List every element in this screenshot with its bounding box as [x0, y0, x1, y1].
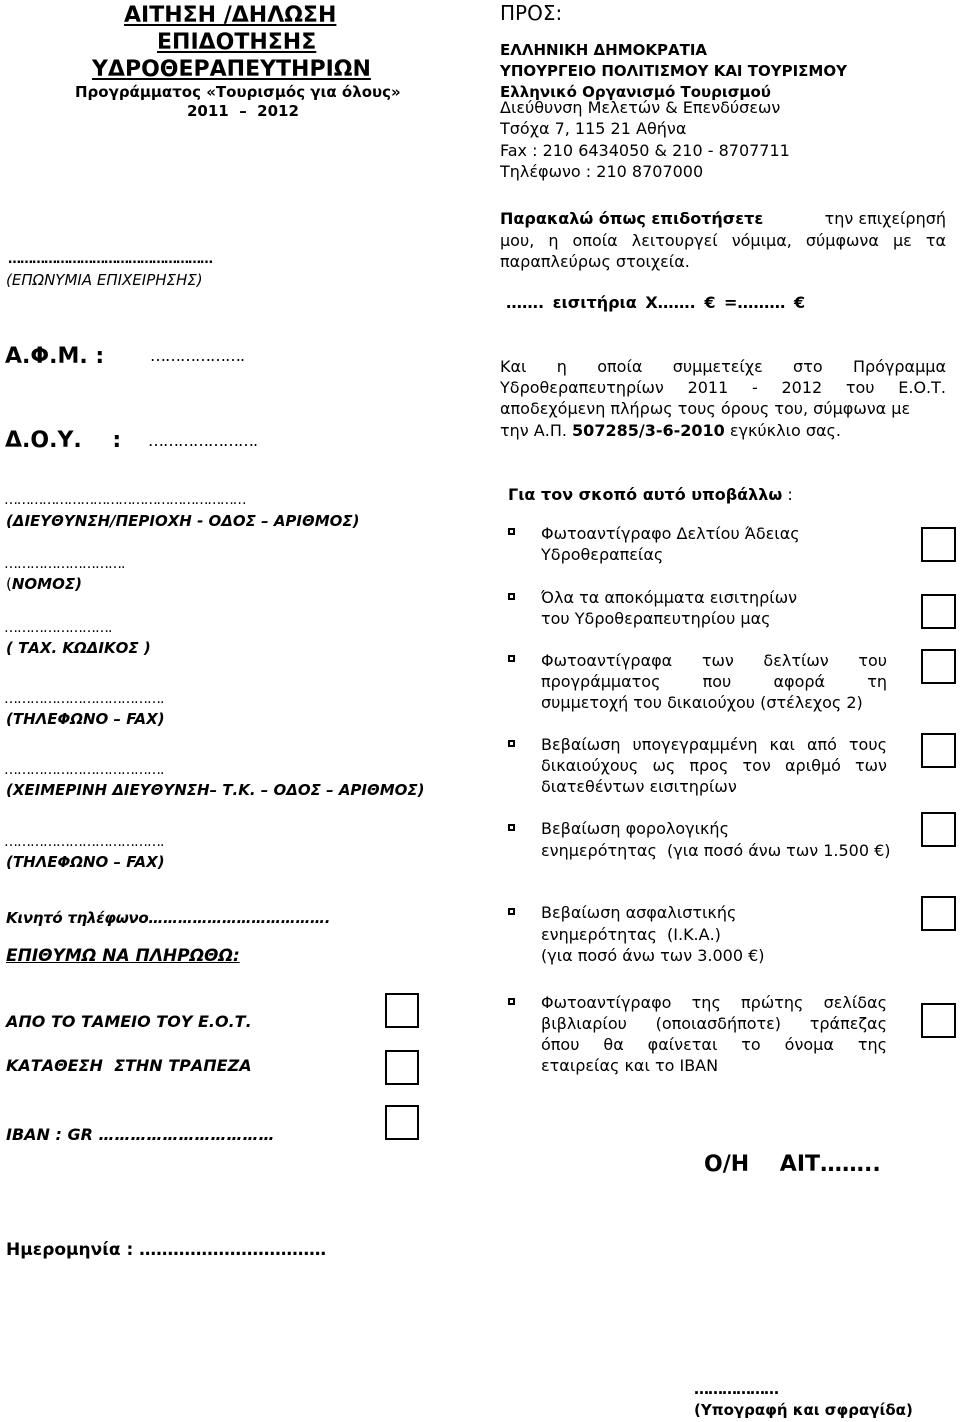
attachment-checkbox[interactable] [921, 733, 956, 768]
recipient-line: Fax : 210 6434050 & 210 - 8707711 [500, 141, 790, 160]
recipient-heading: ΠΡΟΣ: [500, 1, 563, 25]
afm-label: Α.Φ.Μ. : [5, 344, 105, 369]
attachment-checkbox[interactable] [921, 1003, 956, 1038]
recipient-line: ΥΠΟΥΡΓΕΙΟ ΠΟΛΙΤΙΣΜΟΥ ΚΑΙ ΤΟΥΡΙΣΜΟΥ [500, 62, 847, 80]
attachments-heading-text: Για τον σκοπό αυτό υποβάλλω [508, 485, 783, 504]
afm-dots[interactable]: ………………. [150, 346, 245, 365]
attachment-item-line: εταιρείας και το ΙΒΑΝ [541, 1056, 719, 1075]
participation-line3: αποδεχόμενη πλήρως τους όρους του, σύμφωνα με [500, 399, 911, 418]
address-label: (ΔΙΕΥΘΥΝΣΗ/ΠΕΡΙΟΧΗ - ΟΔΟΣ – ΑΡΙΘΜΟΣ) [6, 512, 360, 530]
circular-suffix: εγκύκλιο σας. [729, 421, 842, 440]
iban-field[interactable]: IBAN : GR …………………………… [6, 1125, 275, 1144]
request-bold: Παρακαλώ όπως επιδοτήσετε [500, 209, 764, 228]
bullet-icon [508, 824, 515, 831]
bullet-icon [508, 655, 515, 662]
date-field[interactable]: Ημερομηνία : …………………………… [6, 1240, 327, 1260]
recipient-line: Ελληνικό Οργανισμό Τουρισμού [500, 83, 771, 101]
winter-phone-label: (ΤΗΛΕΦΩΝΟ – FAX) [6, 853, 165, 871]
doy-dots[interactable]: …………………. [148, 431, 258, 450]
attachment-item-line: διατεθέντων εισιτηρίων [541, 777, 737, 796]
attachment-item-line: βιβλιαρίου (οποιασδήποτε) τράπεζας [541, 1014, 887, 1033]
cashier-checkbox[interactable] [385, 993, 419, 1028]
bullet-icon [508, 740, 515, 747]
attachments-heading-colon: : [782, 485, 793, 504]
attachment-item-line: όπου θα φαίνεται το όνομα της [541, 1035, 887, 1054]
attachment-item-line: του Υδροθεραπευτηρίου μας [541, 609, 771, 628]
attachments-heading [508, 484, 793, 505]
mobile-phone-field[interactable]: Κινητό τηλέφωνο………………………………. [6, 909, 331, 927]
attachment-checkbox[interactable] [921, 649, 956, 684]
attachment-item-line: συμμετοχή του δικαιούχου (στέλεχος 2) [541, 693, 863, 712]
participation-line1: Και η οποία συμμετείχε στο Πρόγραμμα [500, 357, 946, 376]
recipient-line: Διεύθυνση Μελετών & Επενδύσεων [500, 98, 781, 117]
postcode-label: ( ΤΑΧ. ΚΩΔΙΚΟΣ ) [6, 639, 151, 657]
attachment-checkbox[interactable] [921, 527, 956, 562]
phone-fax-label: (ΤΗΛΕΦΩΝΟ – FAX) [6, 710, 165, 728]
attachment-item-line: Φωτοαντίγραφα των δελτίων του [541, 651, 887, 670]
recipient-line: Τηλέφωνο : 210 8707000 [500, 162, 704, 181]
prefecture-label: ΝΟΜΟΣ) [11, 575, 82, 593]
attachment-checkbox[interactable] [921, 594, 956, 629]
attachment-checkbox[interactable] [921, 896, 956, 931]
program-name: Προγράμματος «Τουρισμός για όλους» [75, 83, 401, 101]
postcode-dots[interactable]: ……………………. [4, 620, 112, 636]
recipient-line: ΕΛΛΗΝΙΚΗ ΔΗΜΟΚΡΑΤΙΑ [500, 41, 708, 59]
winter-address-label: (ΧΕΙΜΕΡΙΝΗ ΔΙΕΥΘΥΝΣΗ– Τ.Κ. – ΟΔΟΣ – ΑΡΙΘΜΟΣ) [6, 781, 425, 799]
request-line3: παραπλεύρως στοιχεία. [500, 252, 690, 271]
business-name-dots[interactable]: …………………………………………… [8, 252, 212, 267]
prefecture-paren: ( [6, 575, 12, 593]
attachment-item-line: δικαιούχους ως προς τον αριθμό των [541, 756, 887, 775]
payment-option-cashier: ΑΠΟ ΤΟ ΤΑΜΕΙΟ ΤΟΥ Ε.Ο.Τ. [6, 1012, 252, 1031]
prefecture-label-row [6, 574, 82, 594]
business-name-label: (ΕΠΩΝΥΜΙΑ ΕΠΙΧΕΙΡΗΣΗΣ) [6, 271, 203, 289]
bank-checkbox[interactable] [385, 1050, 419, 1085]
request-line2: μου, η οποία λειτουργεί νόμιμα, σύμφωνα με τα [500, 231, 946, 250]
request-line1 [500, 208, 946, 229]
bullet-icon [508, 998, 515, 1005]
attachment-item-line: Βεβαίωση φορολογικής [541, 819, 729, 838]
circular-number: 507285/3-6-2010 [572, 421, 725, 440]
signature-dots[interactable]: ……………… [694, 1380, 778, 1398]
program-years: 2011 – 2012 [187, 102, 299, 120]
iban-checkbox[interactable] [385, 1105, 419, 1140]
attachment-item-line: προγράμματος που αφορά τη [541, 672, 887, 691]
request-rest: την επιχείρησή [824, 209, 946, 228]
attachment-item-line: ενημερότητας (για ποσό άνω των 1.500 €) [541, 841, 891, 860]
form-title-line3: ΥΔΡΟΘΕΡΑΠΕΥΤΗΡΙΩΝ [92, 57, 371, 82]
winter-address-dots[interactable]: ………………………………. [4, 762, 164, 778]
form-title: ΑΙΤΗΣΗ /ΔΗΛΩΣΗ [124, 3, 337, 28]
attachment-item-line: Φωτοαντίγραφο της πρώτης σελίδας [541, 993, 887, 1012]
participation-line4 [500, 420, 841, 441]
recipient-line: Τσόχα 7, 115 21 Αθήνα [500, 119, 687, 138]
form-title-line2: ΕΠΙΔΟΤΗΣΗΣ [157, 30, 317, 55]
attachment-item-line: ενημερότητας (Ι.Κ.Α.) [541, 925, 721, 944]
applicant-label[interactable]: Ο/Η ΑΙΤ…….. [704, 1152, 881, 1177]
bullet-icon [508, 528, 515, 535]
payment-option-bank: ΚΑΤΑΘΕΣΗ ΣΤΗΝ ΤΡΑΠΕΖΑ [6, 1056, 252, 1075]
payment-heading: ΕΠΙΘΥΜΩ ΝΑ ΠΛΗΡΩΘΩ: [6, 946, 240, 966]
attachment-checkbox[interactable] [921, 812, 956, 847]
attachment-item-line: Βεβαίωση υπογεγραμμένη και από τους [541, 735, 887, 754]
prefecture-dots[interactable]: ………………………. [4, 556, 125, 572]
doy-label: Δ.Ο.Υ. : [5, 428, 122, 453]
bullet-icon [508, 593, 515, 600]
attachment-item-line: Φωτοαντίγραφο Δελτίου Άδειας [541, 524, 800, 543]
attachment-item-line: (για ποσό άνω των 3.000 €) [541, 946, 765, 965]
bullet-icon [508, 908, 515, 915]
ticket-calculation[interactable]: ……. εισιτήρια Χ……. € =……… € [506, 293, 806, 312]
participation-line2: Υδροθεραπευτηρίων 2011 - 2012 του Ε.Ο.Τ. [500, 378, 946, 397]
signature-label: (Υπογραφή και σφραγίδα) [694, 1401, 913, 1419]
attachment-item-line: Υδροθεραπείας [541, 545, 664, 564]
circular-prefix: την Α.Π. [500, 421, 567, 440]
winter-phone-dots[interactable]: ………………………………. [4, 834, 164, 850]
phone-fax-dots[interactable]: ………………………………. [4, 691, 164, 707]
address-dots[interactable]: ………………………………………………… [4, 492, 246, 508]
attachment-item-line: Βεβαίωση ασφαλιστικής [541, 903, 737, 922]
attachment-item-line: Όλα τα αποκόμματα εισιτηρίων [541, 588, 798, 607]
